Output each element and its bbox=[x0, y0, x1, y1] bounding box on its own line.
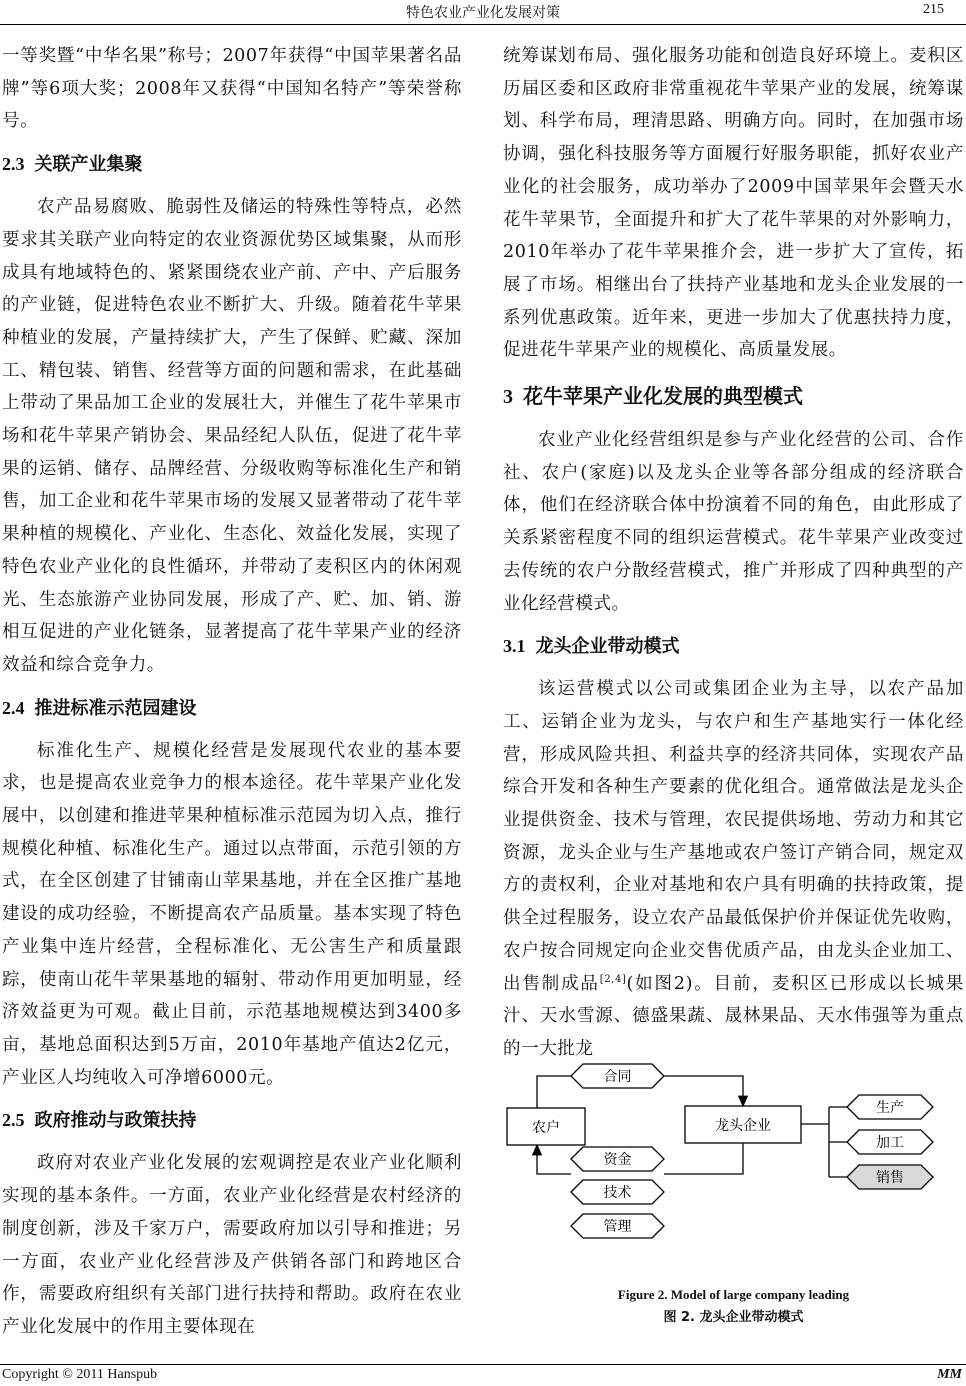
paragraph-awards: 一等奖暨“中华名果”称号；2007年获得“中国苹果著名品牌”等6项大奖；2008年又获得“中国知名特产”等荣誉称号。 bbox=[2, 46, 462, 132]
paragraph-standard-park: 标准化生产、规模化经营是发展现代农业的基本要求，也是提高农业竞争力的根本途径。花牛苹果产业化发展中，以创建和推进苹果种植标准示范园为切入点，推行规模化种植、标准化生产。通过以点带面，示范引领的方式，在全区创建了甘铺南山苹果基地，并在全区推广基地建设的成功经验，不断提高农产品质量。基本实现了特色产业集中连片经营，全程标准化、无公害生产和质量跟踪，使南山花牛苹果基地的辐射、带动作用更加明显，经济效益更为可观。截止目前，示范基地规模达到3400多亩，基地总面积达到5万亩，2010年基地产值达2亿元，产业区人均纯收入可净增6000元。 bbox=[2, 740, 462, 1088]
section-number: 2.5 bbox=[2, 1110, 25, 1131]
citation: [2,4] bbox=[599, 973, 627, 985]
page-header bbox=[0, 0, 966, 26]
section-title: 政府推动与政策扶持 bbox=[34, 1110, 197, 1132]
farmer-label: 农户 bbox=[532, 1120, 560, 1136]
section-number: 2.4 bbox=[2, 697, 25, 718]
running-title: 特色农业产业化发展对策 bbox=[406, 5, 560, 21]
section-title: 推进标准示范园建设 bbox=[34, 697, 197, 719]
paragraph-government: 政府对农业产业化发展的宏观调控是农业产业化顺利实现的基本条件。一方面，农业产业化经营是农村经济的制度创新，涉及千家万户，需要政府加以引导和推进；另一方面，农业产业化经营涉及产供销各部门和跨地区合作，需要政府组织有关部门进行扶持和帮助。政府在农业产业化发展中的作用主要体现在 bbox=[2, 1153, 462, 1337]
enterprise-label: 龙头企业 bbox=[715, 1118, 771, 1134]
figure-caption-en: Figure 2. Model of large company leading bbox=[617, 1287, 850, 1302]
farmer-to-contract-line bbox=[537, 1076, 571, 1108]
journal-abbrev: MM bbox=[937, 1367, 962, 1382]
paragraph-leading-enterprise bbox=[503, 673, 964, 1065]
section-number: 2.3 bbox=[2, 154, 25, 175]
header-rule bbox=[0, 24, 966, 25]
section-title: 龙头企业带动模式 bbox=[535, 636, 680, 658]
enterprise-to-support-line bbox=[664, 1143, 743, 1174]
paragraph-government-cont: 统筹谋划布局、强化服务功能和创造良好环境上。麦积区历届区委和区政府非常重视花牛苹果产业的发展，统筹谋划、科学布局，理清思路、明确方向。同时，在加强市场协调，强化科技服务等方面履行好服务职能，抓好农业产业化的社会服务，成功举办了2009中国苹果年会暨天水花牛苹果节，全面提升和扩大了花牛苹果的对外影响力，2010年举办了花牛苹果推介会，进一步扩大了宣传，拓展了市场。相继出台了扶持产业基地和龙头企业发展的一系列优惠政策。近年来，更进一步加大了优惠扶持力度，促进花牛苹果产业的规模化、高质量发展。 bbox=[503, 46, 964, 361]
contract-label: 合同 bbox=[603, 1069, 632, 1085]
paragraph-text-cont: (如图2)。目前，麦积区已形成以长城果汁、天水雪源、德盛果蔬、晟林果品、天水伟强等为重点的一大批龙 bbox=[503, 973, 965, 1059]
support-to-farmer-line bbox=[537, 1145, 571, 1174]
production-label: 生产 bbox=[876, 1100, 904, 1116]
sales-label: 销售 bbox=[876, 1170, 904, 1186]
footer-rule bbox=[0, 1364, 966, 1365]
paragraph-models-intro: 农业产业化经营组织是参与产业化经营的公司、合作社、农户(家庭)以及龙头企业等各部分组成的经济联合体，他们在经济联合体中扮演着不同的角色，由此形成了关系紧密程度不同的组织运营模式。花牛苹果产业改变过去传统的农户分散经营模式，推广并形成了四种典型的产业化经营模式。 bbox=[503, 430, 964, 614]
section-heading-3 bbox=[503, 381, 964, 412]
section-number: 3 bbox=[503, 386, 513, 409]
section-heading-3-1 bbox=[503, 632, 964, 661]
capital-label: 资金 bbox=[603, 1152, 632, 1168]
right-column bbox=[503, 40, 964, 1066]
section-heading-2-5 bbox=[2, 1106, 462, 1135]
figure-caption-zh: 图 2. 龙头企业带动模式 bbox=[663, 1310, 804, 1325]
copyright-notice: Copyright © 2011 Hanspub bbox=[2, 1367, 158, 1382]
paragraph-industry-cluster: 农产品易腐败、脆弱性及储运的特殊性等特点，必然要求其关联产业向特定的农业资源优势区域集聚，从而形成具有地域特色的、紧紧围绕农业产前、产中、产后服务的产业链，促进特色农业不断扩大、升级。随着花牛苹果种植业的发展，产量持续扩大，产生了保鲜、贮藏、深加工、精包装、销售、经营等方面的问题和需求，在此基础上带动了果品加工企业的发展壮大，并催生了花牛苹果市场和花牛苹果产销协会、果品经纪人队伍，促进了花牛苹果的运销、储存、品牌经营、分级收购等标准化生产和销售，加工企业和花牛苹果市场的发展又显著带动了花牛苹果种植的规模化、产业化、生态化、效益化发展，实现了特色农业产业化的良性循环，并带动了麦积区内的休闲观光、生态旅游产业协同发展，形成了产、贮、加、销、游相互促进的产业化链条，显著提高了花牛苹果产业的经济效益和综合竞争力。 bbox=[2, 197, 462, 675]
section-title: 花牛苹果产业化发展的典型模式 bbox=[523, 384, 803, 409]
page-number: 215 bbox=[923, 2, 944, 17]
figure-2-diagram bbox=[503, 1060, 964, 1260]
section-number: 3.1 bbox=[503, 636, 526, 657]
management-label: 管理 bbox=[603, 1219, 632, 1235]
left-column bbox=[2, 40, 462, 1344]
technology-label: 技术 bbox=[603, 1185, 632, 1201]
section-heading-2-4 bbox=[2, 694, 462, 723]
section-title: 关联产业集聚 bbox=[34, 154, 143, 176]
paragraph-text: 该运营模式以公司或集团企业为主导，以农产品加工、运销企业为龙头，与农户和生产基地实行一体化经营，形成风险共担、利益共享的经济共同体，实现农产品综合开发和各种生产要素的优化组合。通常做法是龙头企业提供资金、技术与管理，农民提供场地、劳动力和其它资源，龙头企业与生产基地或农户签订产销合同，规定双方的责权利，企业对基地和农户具有明确的扶持政策，提供全过程服务，设立农产品最低保护价并保证优先收购，农户按合同规定向企业交售优质产品，由龙头企业加工、出售制成品 bbox=[503, 679, 964, 994]
contract-to-enterprise-line bbox=[664, 1076, 743, 1106]
processing-label: 加工 bbox=[876, 1135, 904, 1151]
section-heading-2-3 bbox=[2, 150, 462, 179]
